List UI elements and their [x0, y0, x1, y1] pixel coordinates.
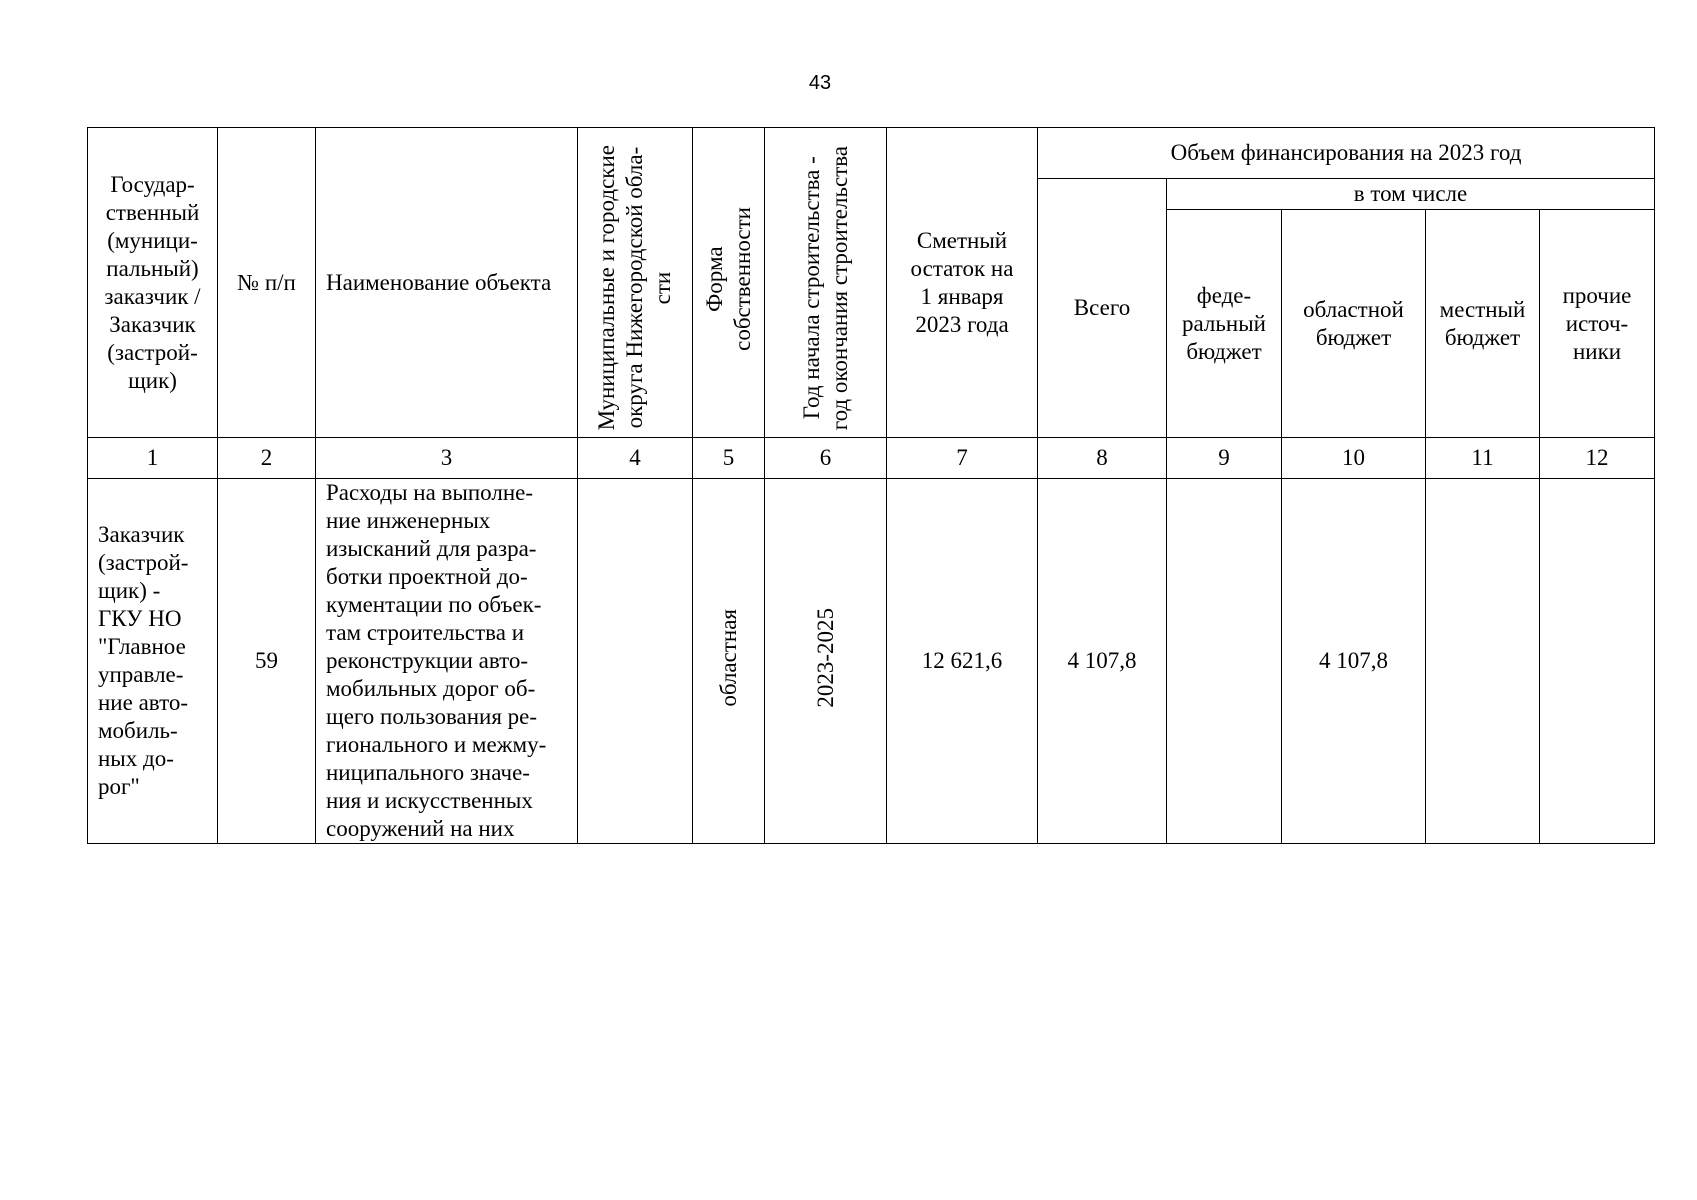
- row-estimated-balance: 12 621,6: [887, 479, 1038, 844]
- header-local-cell: [1426, 210, 1540, 438]
- column-number: 11: [1426, 438, 1540, 479]
- row-ownership-cell: [693, 479, 765, 844]
- header-including: в том числе: [1353, 181, 1468, 206]
- column-number-row: [88, 438, 1655, 479]
- column-number: 8: [1038, 438, 1167, 479]
- header-row-1: [88, 128, 1655, 179]
- column-number: 10: [1282, 438, 1426, 479]
- column-number: 2: [218, 438, 316, 479]
- header-object-name-cell: [316, 128, 578, 438]
- header-ownership: Форма собственности: [701, 207, 755, 351]
- column-number: 5: [693, 438, 765, 479]
- header-object-name: Наименование объекта: [326, 269, 552, 295]
- header-number-cell: [218, 128, 316, 438]
- header-including-cell: [1167, 179, 1655, 210]
- column-number: 3: [316, 438, 578, 479]
- header-regional: областной бюджет: [1303, 296, 1404, 350]
- row-municipality: [578, 479, 693, 844]
- row-customer: Заказчик (застрой- щик) - ГКУ НО "Главное управле- ние авто- мобиль- ных до- рог": [98, 522, 189, 799]
- header-regional-cell: [1282, 210, 1426, 438]
- header-estimated-balance-cell: [887, 128, 1038, 438]
- row-local: [1426, 479, 1540, 844]
- row-number: 59: [218, 479, 316, 844]
- row-object-name: Расходы на выполне- ние инженерных изысканий для разра- ботки проектной до- кументации по объек- там строительства и реконструкции авто- мобильных дорог об- щего пользования ре- гионального и межму- ниципального значе- ния и искусственных сооружений на них: [326, 480, 547, 841]
- row-years: 2023-2025: [812, 607, 838, 708]
- header-funding-group-cell: [1038, 128, 1655, 179]
- header-federal: феде- ральный бюджет: [1182, 282, 1266, 364]
- header-local: местный бюджет: [1439, 296, 1526, 350]
- row-federal: [1167, 479, 1282, 844]
- header-other-cell: [1540, 210, 1655, 438]
- header-total: Всего: [1073, 295, 1131, 320]
- header-other: прочие источ- ники: [1562, 282, 1632, 364]
- column-number: 4: [578, 438, 693, 479]
- column-number: 1: [88, 438, 218, 479]
- header-customer-cell: [88, 128, 218, 438]
- row-ownership: областная: [715, 608, 741, 707]
- header-years-cell: [765, 128, 887, 438]
- header-customer: Государ- ственный (муници- пальный) заказчик / Заказчик (застрой- щик): [104, 171, 201, 393]
- row-regional: 4 107,8: [1282, 479, 1426, 844]
- header-municipality-cell: [578, 128, 693, 438]
- header-years: Год начала строительства - год окончания строительства: [798, 145, 852, 430]
- header-number: № п/п: [237, 269, 296, 295]
- header-ownership-cell: [693, 128, 765, 438]
- page-number: 43: [808, 72, 832, 94]
- header-funding-group: Объем финансирования на 2023 год: [1170, 140, 1522, 165]
- column-number: 9: [1167, 438, 1282, 479]
- row-years-cell: [765, 479, 887, 844]
- row-object-name-cell: [316, 479, 578, 844]
- header-municipality: Муниципальные и городские округа Нижегородской обла- сти: [594, 144, 675, 430]
- header-total-cell: [1038, 179, 1167, 438]
- column-number: 7: [887, 438, 1038, 479]
- financing-table: [87, 127, 1655, 844]
- row-customer-cell: [88, 479, 218, 844]
- header-estimated-balance: Сметный остаток на 1 января 2023 года: [910, 227, 1014, 337]
- row-other: [1540, 479, 1655, 844]
- column-number: 6: [765, 438, 887, 479]
- header-federal-cell: [1167, 210, 1282, 438]
- table-row: [88, 479, 1655, 844]
- column-number: 12: [1540, 438, 1655, 479]
- row-total: 4 107,8: [1038, 479, 1167, 844]
